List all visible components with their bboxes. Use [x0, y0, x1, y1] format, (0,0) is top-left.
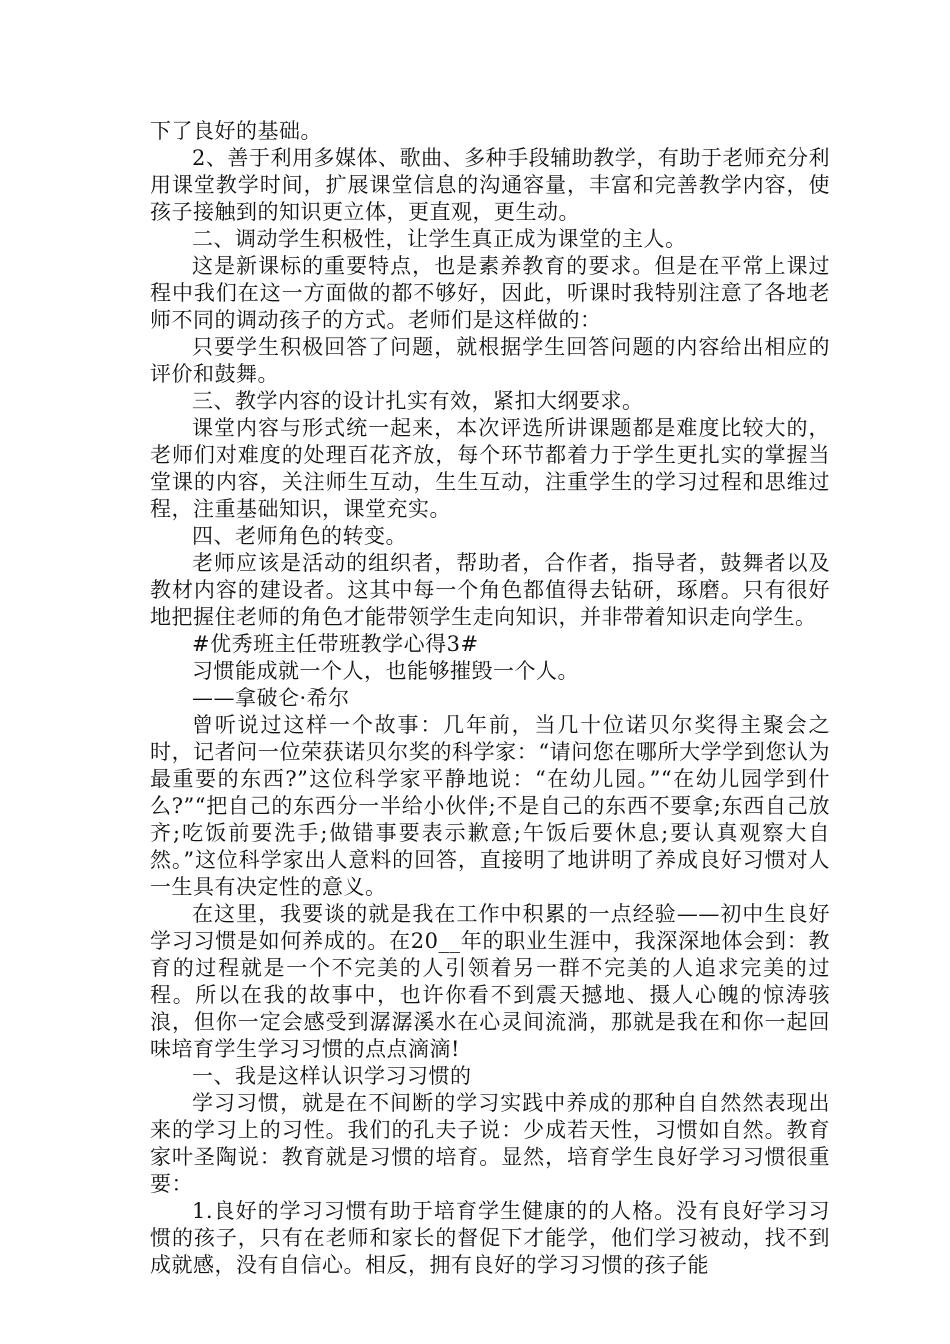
- paragraph-multimedia: 2、善于利用多媒体、歌曲、多种手段辅助教学，有助于老师充分利用课堂教学时间，扩展课堂信息的沟通容量，丰富和完善教学内容，使孩子接触到的知识更立体，更直观，更生动。: [150, 146, 830, 224]
- paragraph-story: 曾听说过这样一个故事：几年前，当几十位诺贝尔奖得主聚会之时，记者问一位荣获诺贝尔奖的科学家：“请问您在哪所大学学到您认为最重要的东西?”这位科学家平静地说：“在幼儿园。”“在幼儿园学到什么?”“把自己的东西分一半给小伙伴;不是自己的东西不要拿;东西自己放齐;吃饭前要洗手;做错事要表示歉意;午饭后要休息;要认真观察大自然。”这位科学家出人意料的回答，直接明了地讲明了养成良好习惯对人一生具有决定性的意义。: [150, 713, 830, 899]
- paragraph: 老师应该是活动的组织者，帮助者，合作者，指导者，鼓舞者以及教材内容的建设者。这其中每一个角色都值得去钻研，琢磨。只有很好地把握住老师的角色才能带领学生走向知识，并非带着知识走向学生。: [150, 551, 830, 629]
- paragraph: 在这里，我要谈的就是我在工作中积累的一点经验——初中生良好学习习惯是如何养成的。在20__年的职业生涯中，我深深地体会到：教育的过程就是一个不完美的人引领着另一群不完美的人追求完美的过程。所以在我的故事中，也许你看不到震天撼地、摄人心魄的惊涛骇浪，但你一定会感受到潺潺溪水在心灵间流淌，那就是我在和你一起回味培育学生学习习惯的点点滴滴!: [150, 902, 830, 1061]
- section-heading-4: 四、老师角色的转变。: [192, 524, 407, 548]
- document-page: [150, 118, 830, 1279]
- section-heading-3: 三、教学内容的设计扎实有效，紧扣大纲要求。: [192, 389, 644, 413]
- paragraph: 1.良好的学习习惯有助于培育学生健康的的人格。没有良好学习习惯的孩子，只有在老师和家长的督促下才能学，他们学习被动，找不到成就感，没有自信心。相反，拥有良好的学习习惯的孩子能: [150, 1199, 830, 1277]
- article-title: #优秀班主任带班教学心得3#: [192, 632, 479, 656]
- paragraph: 学习习惯，就是在不间断的学习实践中养成的那种自自然然表现出来的学习上的习性。我们的孔夫子说：少成若天性，习惯如自然。教育家叶圣陶说：教育就是习惯的培育。显然，培育学生良好学习习惯很重要：: [150, 1091, 830, 1196]
- paragraph: 课堂内容与形式统一起来，本次评选所讲课题都是难度比较大的，老师们对难度的处理百花齐放，每个环节都着力于学生更扎实的掌握当堂课的内容，关注师生互动，生生互动，注重学生的学习过程和思维过程，注重基础知识，课堂充实。: [150, 416, 830, 521]
- paragraph: 只要学生积极回答了问题，就根据学生回答问题的内容给出相应的评价和鼓舞。: [150, 335, 830, 386]
- paragraph-continuation: 下了良好的基础。: [150, 119, 322, 143]
- quote: 习惯能成就一个人，也能够摧毁一个人。: [192, 659, 579, 683]
- section-heading-2: 二、调动学生积极性，让学生真正成为课堂的主人。: [192, 227, 687, 251]
- paragraph: 这是新课标的重要特点，也是素养教育的要求。但是在平常上课过程中我们在这一方面做的都不够好，因此，听课时我特别注意了各地老师不同的调动孩子的方式。老师们是这样做的：: [150, 254, 830, 332]
- section-heading-1: 一、我是这样认识学习习惯的: [192, 1064, 472, 1088]
- quote-attribution: ——拿破仑·希尔: [192, 686, 350, 710]
